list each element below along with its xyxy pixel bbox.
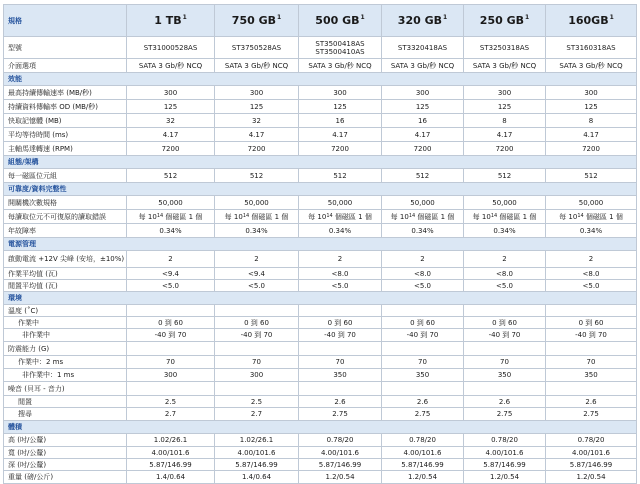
table-cell: SATA 3 Gb/秒 NCQ <box>127 59 215 73</box>
table-cell: 7200 <box>382 142 464 156</box>
table-cell: 350 <box>546 369 637 382</box>
capacity-header: $160GB^1$ <box>546 5 637 37</box>
table-cell: SATA 3 Gb/秒 NCQ <box>215 59 299 73</box>
model-cell: ST31000528AS <box>127 37 215 59</box>
table-cell: 4.17 <box>215 128 299 142</box>
table-cell: 5.87/146.99 <box>215 459 299 471</box>
table-row <box>4 100 637 114</box>
table-cell: 300 <box>299 86 382 100</box>
table-cell: 1.02/26.1 <box>127 434 215 447</box>
row-label: 每讀取位元不可復原的讀取錯誤 <box>4 210 127 224</box>
table-cell: -40 到 70 <box>546 329 637 342</box>
table-row <box>4 459 637 471</box>
section-title: 可靠度/資料完整性 <box>4 183 637 196</box>
table-row <box>4 434 637 447</box>
table-cell: 5.87/146.99 <box>382 459 464 471</box>
table-cell: 2.75 <box>382 408 464 421</box>
table-cell: <8.0 <box>382 268 464 280</box>
table-cell: 512 <box>215 169 299 183</box>
table-row <box>4 86 637 100</box>
table-cell: -40 到 70 <box>382 329 464 342</box>
table-cell: -40 到 70 <box>215 329 299 342</box>
table-cell: 4.00/101.6 <box>299 447 382 459</box>
table-cell: 125 <box>382 100 464 114</box>
table-cell: 5.87/146.99 <box>464 459 546 471</box>
table-cell: -40 到 70 <box>127 329 215 342</box>
table-cell: 2.5 <box>215 396 299 408</box>
table-row <box>4 251 637 268</box>
table-cell: 4.17 <box>464 128 546 142</box>
table-row <box>4 382 637 396</box>
table-cell: 2 <box>299 251 382 268</box>
table-cell: 2.6 <box>299 396 382 408</box>
table-cell: 2.75 <box>546 408 637 421</box>
table-cell: 0 到 60 <box>464 317 546 329</box>
table-cell: 50,000 <box>299 196 382 210</box>
table-cell: SATA 3 Gb/秒 NCQ <box>382 59 464 73</box>
table-cell: 2.6 <box>464 396 546 408</box>
table-cell: 4.17 <box>127 128 215 142</box>
row-label: 非作業中 <box>4 329 127 342</box>
table-cell: <5.0 <box>215 280 299 292</box>
table-cell: 16 <box>299 114 382 128</box>
model-cell: ST3160318AS <box>546 37 637 59</box>
row-label: 平均等待時間 (ms) <box>4 128 127 142</box>
table-cell: 50,000 <box>464 196 546 210</box>
row-label: 快取記憶體 (MB) <box>4 114 127 128</box>
table-cell: <5.0 <box>546 280 637 292</box>
table-cell: <8.0 <box>546 268 637 280</box>
section-title: 效能 <box>4 73 637 86</box>
table-cell: 512 <box>464 169 546 183</box>
row-label: 開關機次數規格 <box>4 196 127 210</box>
table-row <box>4 317 637 329</box>
table-cell: 4.17 <box>382 128 464 142</box>
row-label: 型號 <box>4 37 127 59</box>
table-cell: 1.4/0.64 <box>127 471 215 484</box>
row-label: 最高持續傳輸速率 (MB/秒) <box>4 86 127 100</box>
table-cell: 300 <box>215 369 299 382</box>
error-rate-cell: 每 $10^{14}$ 個磁區 1 個 <box>299 210 382 224</box>
table-cell: 0.78/20 <box>464 434 546 447</box>
table-cell: 512 <box>299 169 382 183</box>
table-cell: 0 到 60 <box>127 317 215 329</box>
table-cell: 300 <box>382 86 464 100</box>
table-cell: 32 <box>215 114 299 128</box>
table-cell: 0.34% <box>215 224 299 238</box>
table-cell: 50,000 <box>382 196 464 210</box>
table-cell: 0 到 60 <box>215 317 299 329</box>
table-cell: <8.0 <box>299 268 382 280</box>
table-cell: 300 <box>127 86 215 100</box>
table-cell: 4.00/101.6 <box>382 447 464 459</box>
table-cell: 50,000 <box>546 196 637 210</box>
table-cell: 1.2/0.54 <box>299 471 382 484</box>
table-row <box>4 142 637 156</box>
table-cell: 1.2/0.54 <box>382 471 464 484</box>
row-label: 防震能力 (G) <box>4 342 127 356</box>
table-cell: 70 <box>546 356 637 369</box>
table-cell: <5.0 <box>382 280 464 292</box>
section-title: 環境 <box>4 292 637 305</box>
row-label: 年故障率 <box>4 224 127 238</box>
table-cell: 125 <box>464 100 546 114</box>
table-row <box>4 471 637 484</box>
table-cell: 125 <box>546 100 637 114</box>
table-cell: 4.00/101.6 <box>127 447 215 459</box>
section-header <box>4 292 637 305</box>
capacity-header: 1 $TB^1$ <box>127 5 215 37</box>
table-row <box>4 447 637 459</box>
table-row <box>4 169 637 183</box>
table-row <box>4 342 637 356</box>
table-cell: 512 <box>546 169 637 183</box>
row-label: 重量 (磅/公斤) <box>4 471 127 484</box>
spec-table-container <box>3 4 637 484</box>
row-label: 閒置 <box>4 396 127 408</box>
table-row <box>4 356 637 369</box>
table-cell: 70 <box>127 356 215 369</box>
spec-table <box>3 4 637 484</box>
header-row <box>4 5 637 37</box>
error-rate-cell: 每 $10^{14}$ 個磁區 1 個 <box>127 210 215 224</box>
error-rate-cell: 每 $10^{14}$ 個磁區 1 個 <box>464 210 546 224</box>
table-cell: 2.6 <box>382 396 464 408</box>
table-cell: 5.87/146.99 <box>127 459 215 471</box>
table-cell: 7200 <box>464 142 546 156</box>
row-label: 作業中 <box>4 317 127 329</box>
table-cell: 0.34% <box>546 224 637 238</box>
row-label: 持續資料傳輸率 OD (MB/秒) <box>4 100 127 114</box>
table-cell: 0.78/20 <box>382 434 464 447</box>
table-cell: 4.17 <box>299 128 382 142</box>
row-label: 噪音 (貝耳 - 音力) <box>4 382 127 396</box>
table-cell: 300 <box>546 86 637 100</box>
table-cell: 2 <box>127 251 215 268</box>
section-title: 體積 <box>4 421 637 434</box>
table-cell: 70 <box>215 356 299 369</box>
table-cell: 350 <box>299 369 382 382</box>
table-row <box>4 210 637 224</box>
section-title: 組態/架構 <box>4 156 637 169</box>
row-label: 搜尋 <box>4 408 127 421</box>
table-cell: 5.87/146.99 <box>546 459 637 471</box>
table-cell: 70 <box>299 356 382 369</box>
table-cell: 70 <box>382 356 464 369</box>
row-label: 作業平均值 (瓦) <box>4 268 127 280</box>
table-row <box>4 114 637 128</box>
table-cell: 0.34% <box>127 224 215 238</box>
capacity-header: 320 $GB^1$ <box>382 5 464 37</box>
table-row <box>4 408 637 421</box>
table-cell: 0 到 60 <box>382 317 464 329</box>
table-cell: 2 <box>464 251 546 268</box>
section-header <box>4 73 637 86</box>
table-row <box>4 224 637 238</box>
section-header <box>4 183 637 196</box>
error-rate-cell: 每 $10^{14}$ 個磁區 1 個 <box>546 210 637 224</box>
table-cell: 4.17 <box>546 128 637 142</box>
spec-heading: 規格 <box>4 5 127 37</box>
table-cell: 512 <box>382 169 464 183</box>
table-row <box>4 268 637 280</box>
table-cell: 50,000 <box>127 196 215 210</box>
table-cell: 7200 <box>215 142 299 156</box>
table-cell: <5.0 <box>464 280 546 292</box>
table-cell: -40 到 70 <box>299 329 382 342</box>
table-cell: -40 到 70 <box>464 329 546 342</box>
table-cell: 70 <box>464 356 546 369</box>
model-cell: ST3320418AS <box>382 37 464 59</box>
row-label: 高 (吋/公釐) <box>4 434 127 447</box>
table-cell: 350 <box>464 369 546 382</box>
row-label: 閒置平均值 (瓦) <box>4 280 127 292</box>
table-cell: <5.0 <box>127 280 215 292</box>
table-cell: 1.02/26.1 <box>215 434 299 447</box>
table-cell: 300 <box>464 86 546 100</box>
row-label: 溫度 (˚C) <box>4 305 127 317</box>
table-cell: 300 <box>127 369 215 382</box>
table-cell: 0.34% <box>464 224 546 238</box>
row-label: 寬 (吋/公釐) <box>4 447 127 459</box>
table-cell: SATA 3 Gb/秒 NCQ <box>546 59 637 73</box>
table-cell: 0 到 60 <box>299 317 382 329</box>
table-cell: 125 <box>127 100 215 114</box>
model-cell: ST3250318AS <box>464 37 546 59</box>
section-header <box>4 238 637 251</box>
table-cell: 16 <box>382 114 464 128</box>
table-cell: SATA 3 Gb/秒 NCQ <box>299 59 382 73</box>
table-cell: 125 <box>215 100 299 114</box>
table-row <box>4 369 637 382</box>
section-header <box>4 156 637 169</box>
table-row <box>4 305 637 317</box>
row-label: 深 (吋/公釐) <box>4 459 127 471</box>
section-title: 電源管理 <box>4 238 637 251</box>
table-cell: <9.4 <box>127 268 215 280</box>
table-cell: 2.75 <box>299 408 382 421</box>
table-cell: 300 <box>215 86 299 100</box>
table-cell: 125 <box>299 100 382 114</box>
table-cell: 0.34% <box>382 224 464 238</box>
table-cell: 4.00/101.6 <box>464 447 546 459</box>
table-cell: 2 <box>382 251 464 268</box>
table-row <box>4 128 637 142</box>
row-label: 主軸馬達轉速 (RPM) <box>4 142 127 156</box>
table-cell: 7200 <box>127 142 215 156</box>
row-label: 每一磁區位元組 <box>4 169 127 183</box>
table-cell: 2.6 <box>546 396 637 408</box>
table-cell: 0.78/20 <box>299 434 382 447</box>
table-cell: 1.2/0.54 <box>464 471 546 484</box>
table-cell: 0.78/20 <box>546 434 637 447</box>
table-cell: <8.0 <box>464 268 546 280</box>
model-cell: ST3500418AS ST3500410AS <box>299 37 382 59</box>
table-cell: 8 <box>464 114 546 128</box>
model-cell: ST3750528AS <box>215 37 299 59</box>
table-row <box>4 196 637 210</box>
table-cell: 50,000 <box>215 196 299 210</box>
capacity-header: 250 $GB^1$ <box>464 5 546 37</box>
row-label: 啟動電流 +12V 尖峰 (安培，±10%) <box>4 251 127 268</box>
table-cell: 1.4/0.64 <box>215 471 299 484</box>
capacity-header: 500 $GB^1$ <box>299 5 382 37</box>
row-label: 介面選項 <box>4 59 127 73</box>
table-cell: 2 <box>546 251 637 268</box>
table-cell: 2 <box>215 251 299 268</box>
table-cell: 512 <box>127 169 215 183</box>
table-cell: 2.75 <box>464 408 546 421</box>
error-rate-cell: 每 $10^{14}$ 個磁區 1 個 <box>382 210 464 224</box>
error-rate-cell: 每 $10^{14}$ 個磁區 1 個 <box>215 210 299 224</box>
interface-row <box>4 59 637 73</box>
table-cell: 0 到 60 <box>546 317 637 329</box>
capacity-header: 750 $GB^1$ <box>215 5 299 37</box>
table-row <box>4 280 637 292</box>
table-cell: 1.2/0.54 <box>546 471 637 484</box>
section-header <box>4 421 637 434</box>
table-cell: 2.7 <box>127 408 215 421</box>
table-row <box>4 396 637 408</box>
row-label: 作業中：2 ms <box>4 356 127 369</box>
table-cell: 350 <box>382 369 464 382</box>
table-cell: 2.7 <box>215 408 299 421</box>
table-cell: <5.0 <box>299 280 382 292</box>
model-row <box>4 37 637 59</box>
table-cell: 32 <box>127 114 215 128</box>
table-row <box>4 329 637 342</box>
table-cell: 4.00/101.6 <box>546 447 637 459</box>
table-cell: 2.5 <box>127 396 215 408</box>
row-label: 非作業中：1 ms <box>4 369 127 382</box>
table-cell: 4.00/101.6 <box>215 447 299 459</box>
table-cell: SATA 3 Gb/秒 NCQ <box>464 59 546 73</box>
table-cell: 5.87/146.99 <box>299 459 382 471</box>
table-cell: 8 <box>546 114 637 128</box>
table-cell: 7200 <box>299 142 382 156</box>
table-cell: 7200 <box>546 142 637 156</box>
table-cell: 0.34% <box>299 224 382 238</box>
table-cell: <9.4 <box>215 268 299 280</box>
